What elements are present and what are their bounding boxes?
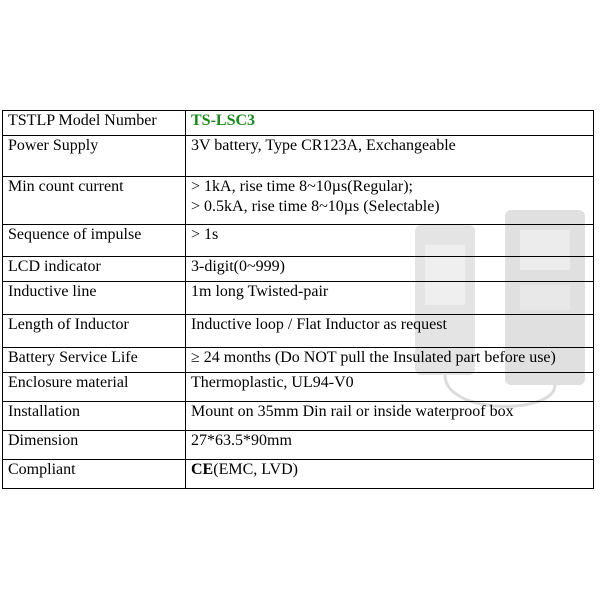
row-label: TSTLP Model Number: [3, 111, 186, 136]
table-row: [3, 373, 594, 402]
row-label: Power Supply: [3, 136, 186, 177]
row-label: Battery Service Life: [3, 348, 186, 373]
table-row: [3, 315, 594, 348]
table-row: [3, 225, 594, 257]
row-label: Enclosure material: [3, 373, 186, 402]
model-number: TS-LSC3: [191, 112, 256, 129]
row-value: > 1s: [191, 226, 219, 243]
ce-mark: CE: [191, 461, 214, 478]
row-value: 3-digit(0~999): [191, 258, 285, 275]
row-label: Length of Inductor: [3, 315, 186, 348]
spec-table: [2, 110, 594, 489]
row-label: LCD indicator: [3, 257, 186, 282]
row-value: 3V battery, Type CR123A, Exchangeable: [191, 137, 456, 154]
row-label: Compliant: [3, 460, 186, 489]
row-value: 1m long Twisted-pair: [191, 283, 329, 300]
table-row: [3, 111, 594, 136]
row-value: Mount on 35mm Din rail or inside waterproof box: [191, 403, 514, 420]
row-value: Thermoplastic, UL94-V0: [191, 374, 354, 391]
row-label: Sequence of impulse: [3, 225, 186, 257]
row-value: > 1kA, rise time 8~10µs(Regular);: [191, 178, 413, 195]
row-value: ≥ 24 months (Do NOT pull the Insulated part before use): [191, 349, 556, 366]
row-label: Dimension: [3, 431, 186, 460]
table-row: [3, 348, 594, 373]
row-label: Inductive line: [3, 282, 186, 315]
table-row: [3, 460, 594, 489]
row-value: (EMC, LVD): [213, 461, 298, 478]
row-value: > 0.5kA, rise time 8~10µs (Selectable): [191, 198, 440, 215]
table-row: [3, 431, 594, 460]
table-row: [3, 136, 594, 177]
table-row: [3, 282, 594, 315]
row-value: 27*63.5*90mm: [191, 432, 292, 449]
row-label: Min count current: [3, 177, 186, 225]
table-row: [3, 177, 594, 225]
table-row: [3, 402, 594, 431]
row-value: Inductive loop / Flat Inductor as request: [191, 316, 447, 333]
table-row: [3, 257, 594, 282]
row-label: Installation: [3, 402, 186, 431]
